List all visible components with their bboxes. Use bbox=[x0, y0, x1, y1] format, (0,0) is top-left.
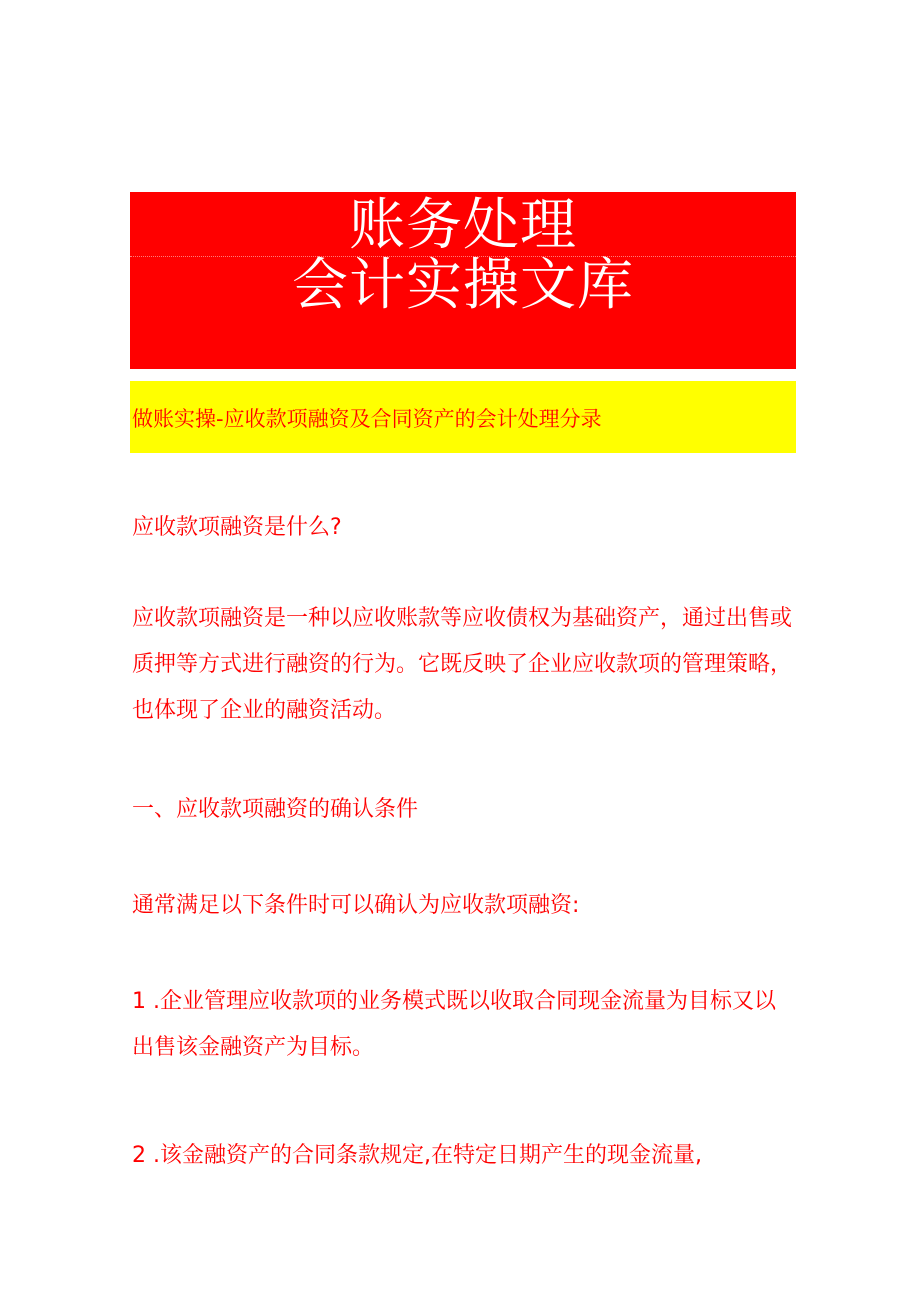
condition-item-1: 1 .企业管理应收款项的业务模式既以收取合同现金流量为目标又以出售该金融资产为目标。 bbox=[132, 989, 776, 1060]
question-paragraph: 应收款项融资是什么? bbox=[132, 515, 342, 540]
subtitle-bar bbox=[130, 381, 796, 453]
banner-title-line-1: 账务处理 bbox=[349, 193, 577, 258]
definition-paragraph: 应收款项融资是一种以应收账款等应收债权为基础资产，通过出售或质押等方式进行融资的行为。它既反映了企业应收款项的管理策略，也体现了企业的融资活动。 bbox=[132, 606, 793, 723]
title-banner bbox=[130, 192, 796, 369]
banner-title-line-2: 会计实操文库 bbox=[292, 253, 634, 318]
condition-item-2: 2 .该金融资产的合同条款规定,在特定日期产生的现金流量, bbox=[132, 1143, 702, 1168]
conditions-intro: 通常满足以下条件时可以确认为应收款项融资: bbox=[132, 893, 580, 918]
document-subtitle: 做账实操-应收款项融资及合同资产的会计处理分录 bbox=[132, 407, 602, 431]
section-heading: 一、应收款项融资的确认条件 bbox=[132, 797, 419, 822]
